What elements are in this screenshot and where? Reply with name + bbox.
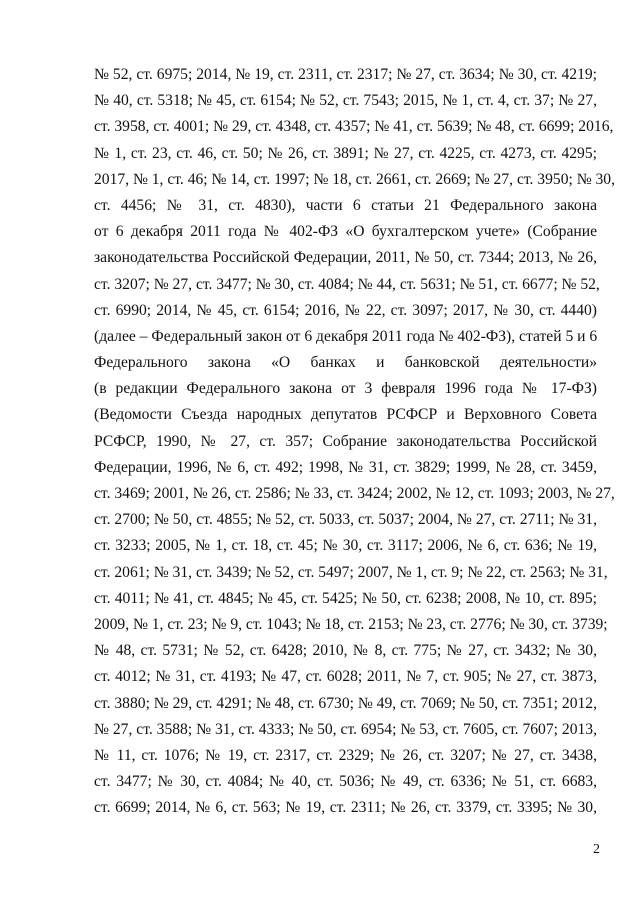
text-line: законодательства Российской Федерации, 2011, № 50, ст. 7344; 2013, № 26, [94, 249, 597, 267]
text-line: (Ведомости Съезда народных депутатов РСФСР и Верховного Совета [94, 406, 597, 424]
text-line: РСФСР, 1990, № 27, ст. 357; Собрание законодательства Российской [94, 432, 597, 450]
text-line: Федерального закона «О банках и банковской деятельности» [94, 354, 597, 372]
text-line: ст. 3958, ст. 4001; № 29, ст. 4348, ст. 4357; № 41, ст. 5639; № 48, ст. 6699; 2016, [94, 118, 614, 136]
text-line: ст. 3469; 2001, № 26, ст. 2586; № 33, ст. 3424; 2002, № 12, ст. 1093; 2003, № 27, [94, 485, 615, 502]
text-line: ст. 3477; № 30, ст. 4084; № 40, ст. 5036; № 49, ст. 6336; № 51, ст. 6683, [94, 773, 597, 791]
text-line: ст. 4012; № 31, ст. 4193; № 47, ст. 6028; 2011, № 7, ст. 905; № 27, ст. 3873, [94, 668, 597, 686]
text-line: от 6 декабря 2011 года № 402-ФЗ «О бухгалтерском учете» (Собрание [94, 223, 597, 241]
text-line: № 52, ст. 6975; 2014, № 19, ст. 2311, ст. 2317; № 27, ст. 3634; № 30, ст. 4219; [94, 66, 597, 83]
text-line: (в редакции Федерального закона от 3 февраля 1996 года № 17-ФЗ) [94, 380, 597, 398]
text-line: № 48, ст. 5731; № 52, ст. 6428; 2010, № 8, ст. 775; № 27, ст. 3432; № 30, [94, 642, 597, 660]
text-line: ст. 4456; № 31, ст. 4830), части 6 статьи 21 Федерального закона [94, 196, 597, 214]
text-line: ст. 6699; 2014, № 6, ст. 563; № 19, ст. 2311; № 26, ст. 3379, ст. 3395; № 30, [94, 799, 597, 817]
text-line: ст. 3233; 2005, № 1, ст. 18, ст. 45; № 30, ст. 3117; 2006, № 6, ст. 636; № 19, [94, 537, 597, 555]
text-line: № 40, ст. 5318; № 45, ст. 6154; № 52, ст. 7543; 2015, № 1, ст. 4, ст. 37; № 27, [94, 92, 597, 110]
text-line: № 11, ст. 1076; № 19, ст. 2317, ст. 2329; № 26, ст. 3207; № 27, ст. 3438, [94, 746, 597, 764]
text-line: 2009, № 1, ст. 23; № 9, ст. 1043; № 18, ст. 2153; № 23, ст. 2776; № 30, ст. 3739; [94, 615, 608, 633]
text-line: ст. 2700; № 50, ст. 4855; № 52, ст. 5033, ст. 5037; 2004, № 27, ст. 2711; № 31, [94, 511, 597, 529]
text-line: 2017, № 1, ст. 46; № 14, ст. 1997; № 18, ст. 2661, ст. 2669; № 27, ст. 3950; № 30, [94, 170, 615, 188]
text-line: ст. 3880; № 29, ст. 4291; № 48, ст. 6730; № 49, ст. 7069; № 50, ст. 7351; 2012, [94, 694, 597, 712]
text-line: ст. 2061; № 31, ст. 3439; № 52, ст. 5497; 2007, № 1, ст. 9; № 22, ст. 2563; № 31, [94, 563, 608, 581]
text-line: № 1, ст. 23, ст. 46, ст. 50; № 26, ст. 3891; № 27, ст. 4225, ст. 4273, ст. 4295; [94, 144, 597, 162]
text-line: № 27, ст. 3588; № 31, ст. 4333; № 50, ст. 6954; № 53, ст. 7605, ст. 7607; 2013, [94, 720, 597, 738]
body-text [94, 62, 615, 821]
text-line: ст. 6990; 2014, № 45, ст. 6154; 2016, № 22, ст. 3097; 2017, № 30, ст. 4440) [94, 301, 597, 319]
text-line: ст. 4011; № 41, ст. 4845; № 45, ст. 5425; № 50, ст. 6238; 2008, № 10, ст. 895; [94, 589, 597, 607]
text-line: ст. 3207; № 27, ст. 3477; № 30, ст. 4084; № 44, ст. 5631; № 51, ст. 6677; № 52, [94, 275, 600, 293]
text-line: (далее – Федеральный закон от 6 декабря 2011 года № 402-ФЗ), статей 5 и 6 [94, 327, 598, 345]
page-number: 2 [593, 842, 600, 857]
text-line: Федерации, 1996, № 6, ст. 492; 1998, № 31, ст. 3829; 1999, № 28, ст. 3459, [94, 458, 597, 476]
